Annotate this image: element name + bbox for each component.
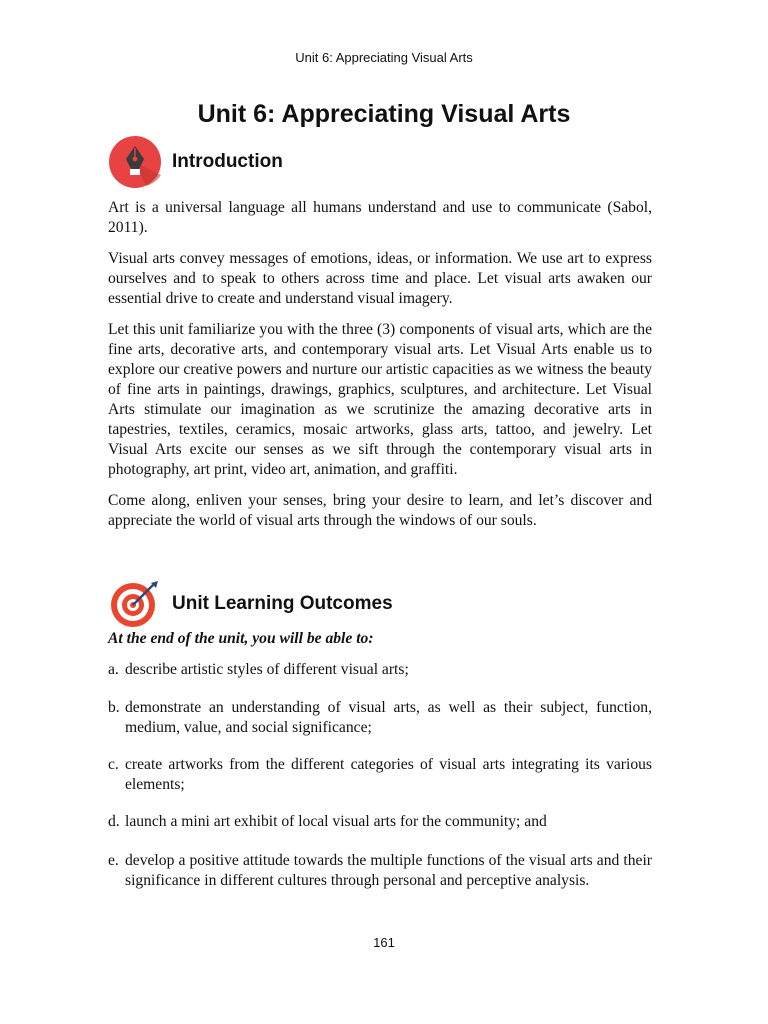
list-marker: d. bbox=[108, 813, 120, 830]
outcomes-list bbox=[108, 660, 652, 891]
list-item bbox=[108, 660, 652, 680]
list-item-text: demonstrate an understanding of visual arts, as well as their subject, function, medium, value, and social significance; bbox=[125, 699, 652, 736]
outcomes-heading-row bbox=[108, 578, 668, 630]
outcomes-lead: At the end of the unit, you will be able to: bbox=[108, 630, 374, 647]
intro-paragraph: Visual arts convey messages of emotions, ideas, or information. We use art to express ourselves and to speak to others across time and place. Let visual arts awaken our essential drive to create and understand visual imagery. bbox=[108, 250, 652, 307]
list-item bbox=[108, 812, 652, 832]
list-item-text: describe artistic styles of different visual arts; bbox=[125, 661, 409, 678]
list-item bbox=[108, 851, 652, 891]
target-icon bbox=[108, 577, 162, 631]
outcomes-heading: Unit Learning Outcomes bbox=[172, 593, 393, 614]
page-title: Unit 6: Appreciating Visual Arts bbox=[197, 100, 571, 128]
list-item bbox=[108, 698, 652, 738]
list-item-text: develop a positive attitude towards the multiple functions of the visual arts and their significance in different cultures through personal and perceptive analysis. bbox=[125, 852, 652, 889]
pen-nib-icon bbox=[108, 135, 162, 189]
running-header: Unit 6: Appreciating Visual Arts bbox=[295, 50, 473, 65]
list-marker: b. bbox=[108, 699, 120, 716]
intro-paragraph: Let this unit familiarize you with the three (3) components of visual arts, which are the fine arts, decorative arts, and contemporary visual arts. Let Visual Arts enable us to explore our creative powers and nurture our artistic capacities as we witness the beauty of fine arts in paintings, drawings, graphics, sculptures, and architecture. Let Visual Arts stimulate our imagination as we scrutinize the amazing decorative arts in tapestries, textiles, ceramics, mosaic artworks, glass arts, tattoo, and jewelry. Let Visual Arts excite our senses as we sift through the contemporary visual arts in photography, art print, video art, animation, and graffiti. bbox=[108, 321, 652, 478]
list-marker: e. bbox=[108, 852, 119, 869]
list-marker: a. bbox=[108, 661, 119, 678]
list-item bbox=[108, 755, 652, 795]
introduction-heading: Introduction bbox=[172, 151, 283, 172]
page-number: 161 bbox=[373, 935, 395, 950]
introduction-heading-row bbox=[108, 136, 668, 188]
list-item-text: create artworks from the different categories of visual arts integrating its various elements; bbox=[125, 756, 652, 793]
introduction-body bbox=[108, 198, 652, 542]
list-item-text: launch a mini art exhibit of local visual arts for the community; and bbox=[125, 813, 547, 830]
list-marker: c. bbox=[108, 756, 119, 773]
intro-paragraph: Art is a universal language all humans understand and use to communicate (Sabol, 2011). bbox=[108, 199, 652, 236]
intro-paragraph: Come along, enliven your senses, bring your desire to learn, and let’s discover and appreciate the world of visual arts through the windows of our souls. bbox=[108, 492, 652, 529]
